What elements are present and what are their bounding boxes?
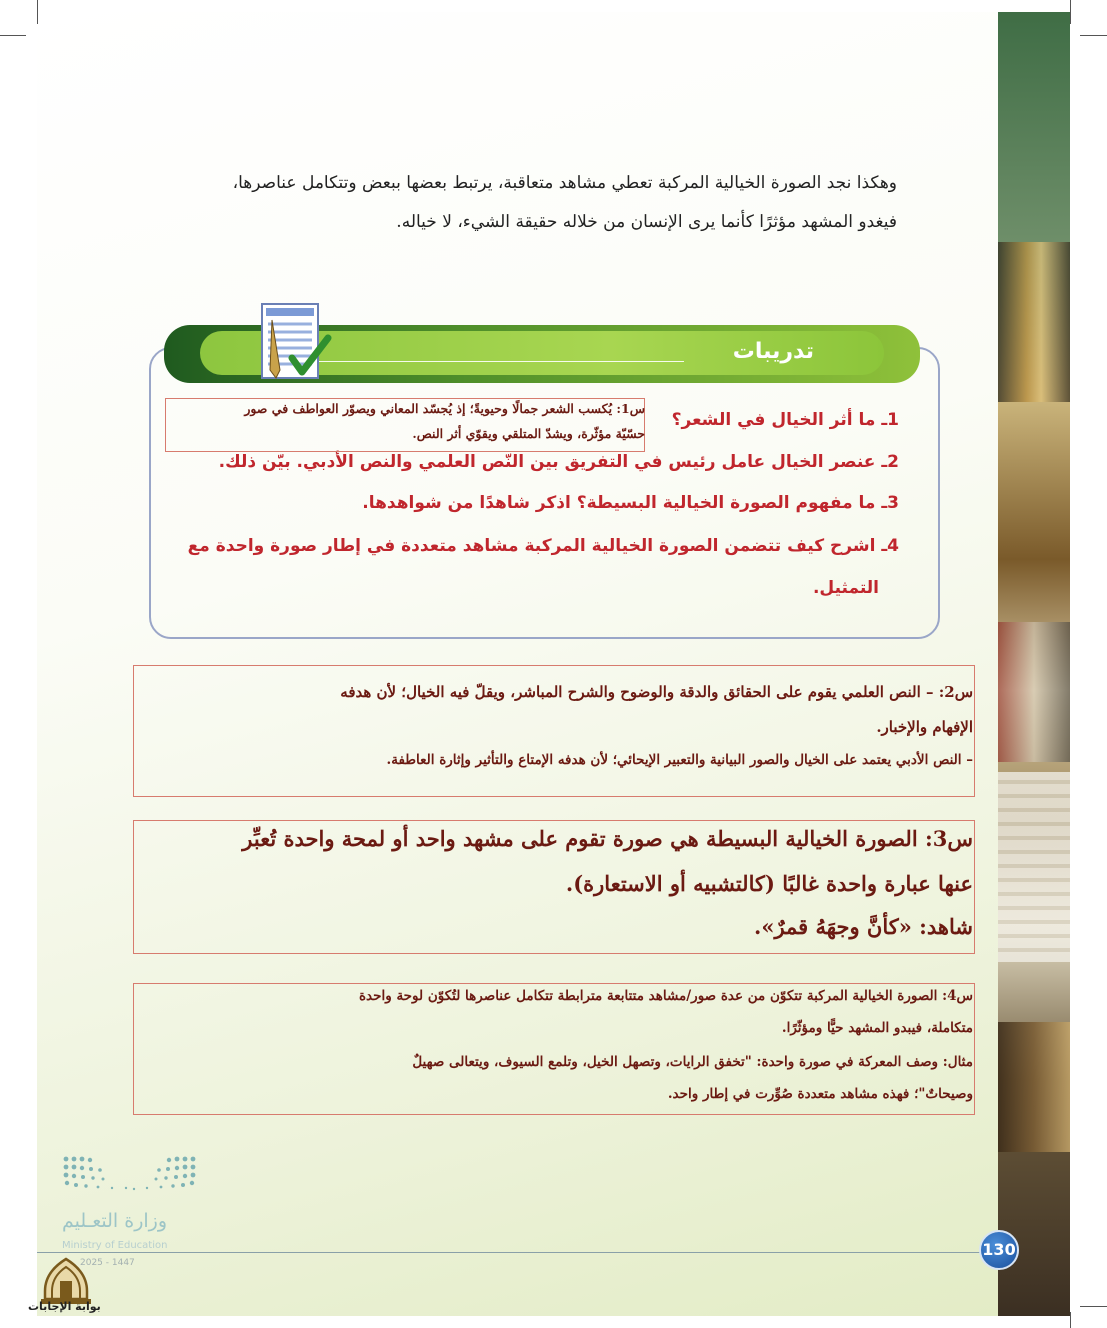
page-number: 130 [979, 1230, 1019, 1270]
crop-mark [0, 35, 26, 36]
footer-divider [37, 1252, 992, 1253]
question-text: التمثيل. [812, 578, 879, 598]
crop-mark [1080, 35, 1107, 36]
document-pen-icon [258, 300, 332, 386]
ministry-name-arabic: وزارة التعـليم [62, 1210, 168, 1232]
crop-mark [1070, 1312, 1071, 1328]
question-number: 3 [887, 493, 899, 513]
answer-4-line-1: س4: الصورة الخيالية المركبة تتكوّن من عدة صور/مشاهد متتابعة مترابطة تتكامل عناصرها لتُكوّن لوحة واحدة [358, 988, 973, 1004]
answer-1-line-2: حسّيّة مؤثّرة، ويشدّ المتلقي ويقوّي أثر النص. [412, 426, 645, 441]
intro-line-2: فيغدو المشهد مؤثرًا كأنما يرى الإنسان من خلاله حقيقة الشيء، لا خياله. [396, 212, 897, 232]
side-decorative-image [998, 12, 1070, 1316]
intro-line-1: وهكذا نجد الصورة الخيالية المركبة تعطي مشاهد متعاقبة، يرتبط بعضها ببعض وتتكامل عناصرها، [232, 173, 897, 193]
answer-2-line-1: س2: – النص العلمي يقوم على الحقائق والدقة والوضوح والشرح المباشر، ويقلّ فيه الخيال؛ لأن هدفه [340, 683, 973, 701]
question-text: ـ اشرح كيف تتضمن الصورة الخيالية المركبة مشاهد متعددة في إطار صورة واحدة مع [187, 536, 888, 556]
question-number: 4 [887, 536, 899, 556]
question-2 [219, 452, 899, 472]
site-badge-label[interactable]: بوابة الإجابات [28, 1300, 101, 1313]
question-1 [672, 410, 899, 430]
answer-4-line-4: وصيحاتٌ"؛ فهذه مشاهد متعددة صُوِّرت في إطار واحد. [667, 1086, 973, 1102]
textbook-page [37, 12, 1001, 1316]
crop-mark [1080, 1306, 1107, 1307]
answer-3-line-1: س3: الصورة الخيالية البسيطة هي صورة تقوم على مشهد واحد أو لمحة واحدة تُعبِّر [242, 826, 973, 851]
answer-2-line-3: – النص الأدبي يعتمد على الخيال والصور البيانية والتعبير الإيحائي؛ لأن هدفه الإمتاع والتأثير وإثارة العاطفة. [386, 752, 973, 768]
question-4 [188, 536, 899, 556]
ministry-logo-icon [62, 1155, 197, 1195]
ministry-name-english: Ministry of Education [62, 1240, 168, 1251]
answer-2-line-2: الإفهام والإخبار. [876, 718, 973, 736]
answer-4-line-2: متكاملة، فيبدو المشهد حيًّا ومؤثّرًا. [781, 1020, 973, 1036]
question-number: 2 [887, 452, 899, 472]
question-text: ـ ما مفهوم الصورة الخيالية البسيطة؟ اذكر شاهدًا من شواهدها. [362, 493, 888, 513]
answer-3-line-3: شاهد: «كأنَّ وجهَهُ قمرٌ». [754, 914, 973, 939]
question-text: ـ عنصر الخيال عامل رئيس في التفريق بين النّص العلمي والنص الأدبي. بيّن ذلك. [218, 452, 888, 472]
question-number: 1 [887, 410, 899, 430]
question-3 [362, 493, 899, 513]
crop-mark [37, 0, 38, 24]
question-4-continued [813, 578, 879, 598]
exercises-title: تدريبات [732, 339, 814, 364]
question-text: ـ ما أثر الخيال في الشعر؟ [671, 410, 888, 430]
answer-3-line-2: عنها عبارة واحدة غالبًا (كالتشبيه أو الاستعارة). [565, 871, 973, 896]
crop-mark [1070, 0, 1071, 24]
edition-year: 2025 - 1447 [80, 1258, 135, 1268]
answer-4-line-3: مثال: وصف المعركة في صورة واحدة: "تخفق الرايات، وتصهل الخيل، وتلمع السيوف، ويتعالى صهيلٌ [412, 1054, 973, 1070]
answer-1-line-1: س1: يُكسب الشعر جمالًا وحيويةً؛ إذ يُجسّد المعاني ويصوّر العواطف في صور [244, 401, 645, 416]
